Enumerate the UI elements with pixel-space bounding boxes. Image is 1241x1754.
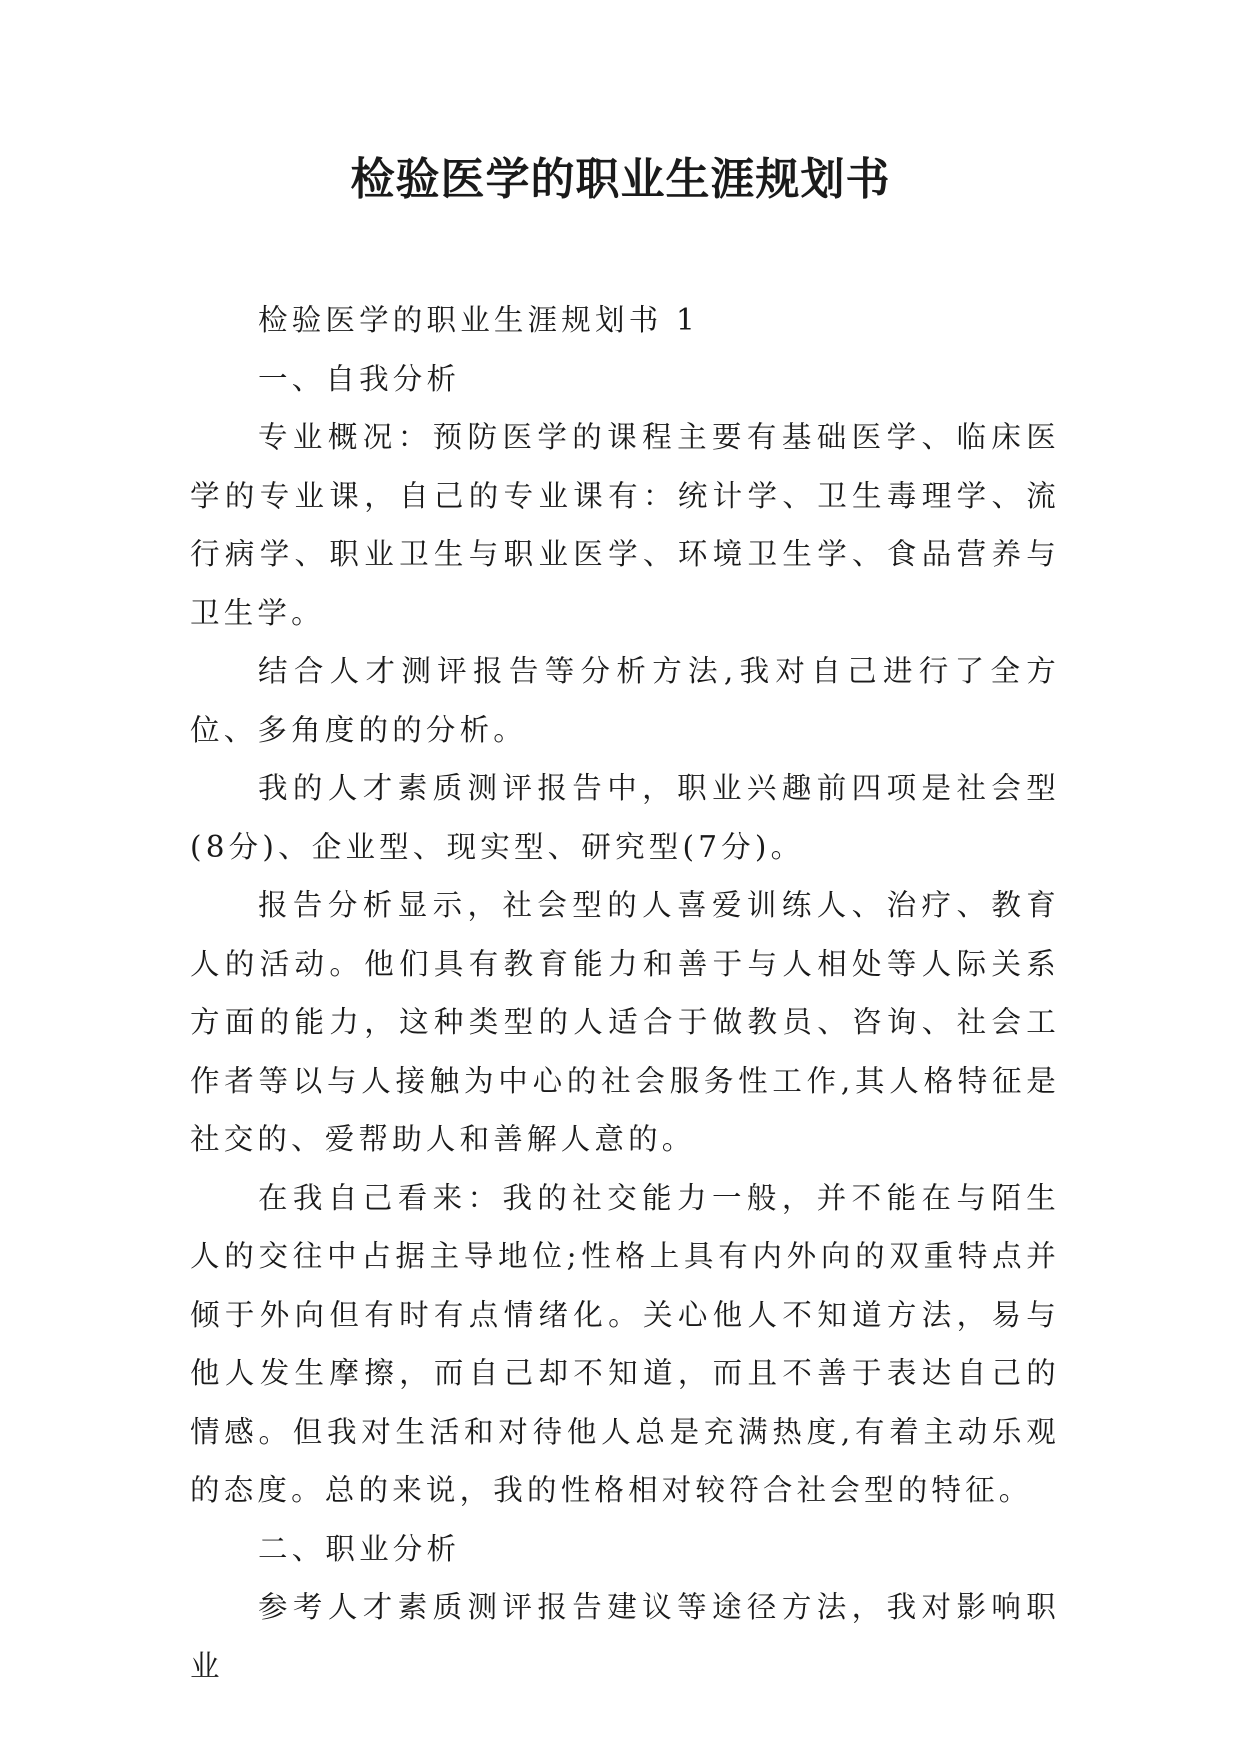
document-body xyxy=(190,291,1060,1695)
paragraph: 结合人才测评报告等分析方法,我对自己进行了全方位、多角度的的分析。 xyxy=(190,654,1060,747)
section-heading-career-analysis: 二、职业分析 xyxy=(258,1531,461,1566)
paragraph: 参考人才素质测评报告建议等途径方法，我对影响职业 xyxy=(190,1590,1060,1683)
paragraph: 专业概况：预防医学的课程主要有基础医学、临床医学的专业课，自己的专业课有：统计学、卫生毒理学、流行病学、职业卫生与职业医学、环境卫生学、食品营养与卫生学。 xyxy=(190,420,1060,630)
paragraph: 我的人才素质测评报告中，职业兴趣前四项是社会型(8分)、企业型、现实型、研究型(7分)。 xyxy=(190,771,1060,864)
paragraph-heading: 检验医学的职业生涯规划书 1 xyxy=(258,303,699,337)
paragraph: 在我自己看来：我的社交能力一般，并不能在与陌生人的交往中占据主导地位;性格上具有内外向的双重特点并倾于外向但有时有点情绪化。关心他人不知道方法，易与他人发生摩擦，而自己却不知道，而且不善于表达自己的情感。但我对生活和对待他人总是充满热度,有着主动乐观的态度。总的来说，我的性格相对较符合社会型的特征。 xyxy=(190,1180,1060,1507)
section-heading-self-analysis: 一、自我分析 xyxy=(258,361,461,396)
document-title: 检验医学的职业生涯规划书 xyxy=(350,154,891,205)
paragraph: 报告分析显示，社会型的人喜爱训练人、治疗、教育人的活动。他们具有教育能力和善于与人相处等人际关系方面的能力，这种类型的人适合于做教员、咨询、社会工作者等以与人接触为中心的社会服务性工作,其人格特征是社交的、爱帮助人和善解人意的。 xyxy=(190,888,1060,1156)
